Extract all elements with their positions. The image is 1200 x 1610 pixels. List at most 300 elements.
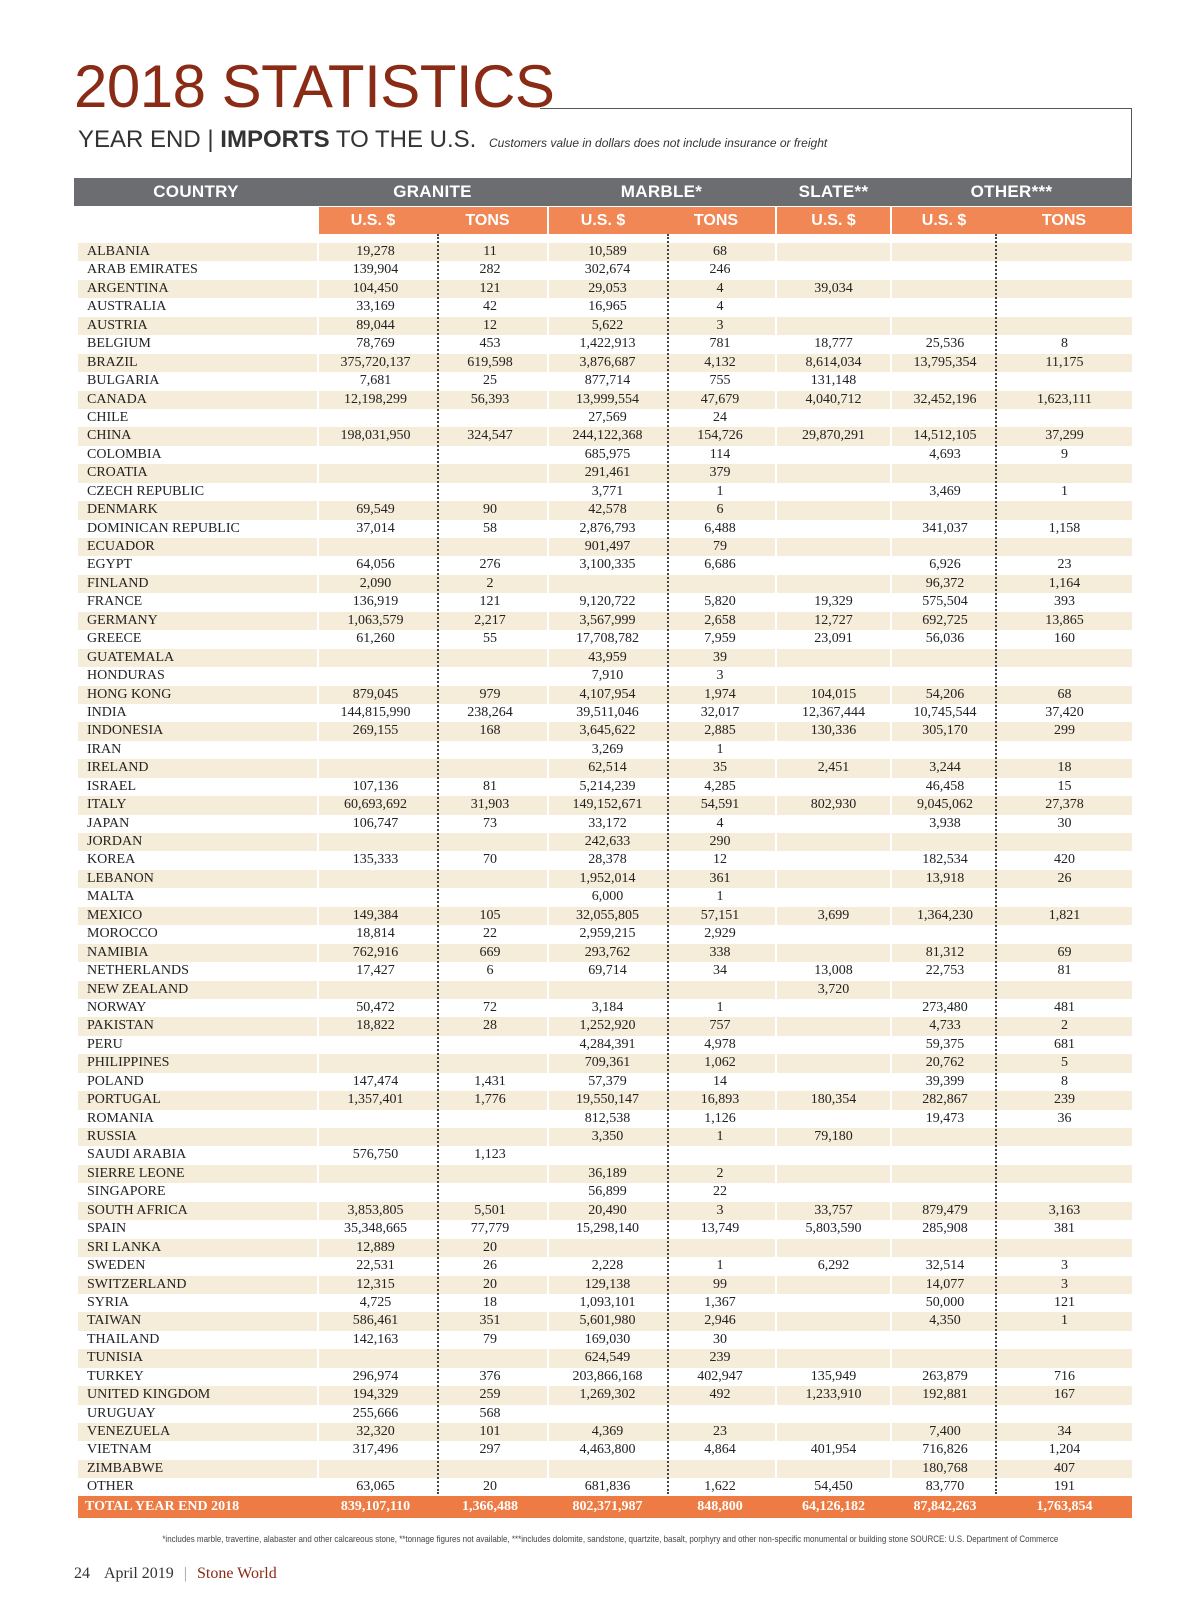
marble-usd: 3,567,999 — [579, 612, 636, 628]
other-tons: 34 — [1057, 1424, 1072, 1439]
other-usd: 46,458 — [925, 778, 965, 794]
marble-usd: 27,569 — [588, 409, 627, 425]
table-row — [78, 686, 1132, 704]
other-usd: 180,768 — [922, 1460, 968, 1476]
granite-usd: 198,031,950 — [340, 428, 411, 444]
country-name: NEW ZEALAND — [87, 981, 189, 997]
marble-tons-header: TONS — [693, 212, 739, 229]
other-tons: 13,865 — [1045, 612, 1084, 628]
country-name: KOREA — [87, 852, 136, 868]
footer-separator: | — [183, 1565, 187, 1582]
country-name: PAKISTAN — [87, 1018, 154, 1034]
table-row — [78, 556, 1132, 574]
table-row — [78, 612, 1132, 630]
table-row — [78, 962, 1132, 980]
slate-usd: 4,040,712 — [805, 391, 862, 407]
table-row — [78, 1460, 1132, 1478]
granite-tons: 77,779 — [470, 1221, 510, 1237]
marble-usd: 5,601,980 — [579, 1313, 636, 1329]
other-tons: 1,623,111 — [1037, 391, 1092, 407]
granite-usd: 17,427 — [356, 963, 395, 979]
table-row — [78, 1478, 1132, 1496]
marble-usd: 1,269,302 — [579, 1387, 636, 1403]
other-usd: 32,514 — [925, 1258, 965, 1274]
marble-usd: 57,379 — [588, 1073, 627, 1089]
table-row — [78, 446, 1132, 464]
table-row — [78, 1036, 1132, 1054]
table-row — [78, 464, 1132, 482]
country-name: AUSTRIA — [87, 317, 148, 333]
marble-usd: 7,910 — [591, 668, 624, 684]
other-usd: 50,000 — [925, 1294, 965, 1310]
table-row — [78, 1110, 1132, 1128]
granite-tons: 18 — [483, 1294, 497, 1310]
marble-usd: 29,053 — [588, 280, 627, 296]
granite-tons: 324,547 — [467, 428, 513, 444]
other-usd: 305,170 — [922, 723, 968, 739]
other-tons: 1,164 — [1048, 575, 1081, 591]
marble-tons: 4 — [716, 280, 724, 296]
marble-usd: 624,549 — [584, 1350, 631, 1366]
marble-tons: 1,622 — [704, 1479, 736, 1495]
marble-usd: 69,714 — [588, 963, 627, 979]
country-name: CHILE — [87, 409, 129, 425]
granite-usd: 63,065 — [356, 1479, 395, 1495]
marble-tons: 1,126 — [704, 1110, 736, 1126]
granite-tons: 55 — [483, 631, 497, 647]
marble-tons: 2,946 — [704, 1313, 736, 1329]
granite-usd: 586,461 — [352, 1313, 399, 1329]
marble-usd: 16,965 — [588, 299, 627, 315]
other-tons: 393 — [1054, 594, 1075, 610]
slate-usd: 130,336 — [810, 723, 857, 739]
granite-usd: 142,163 — [352, 1331, 399, 1347]
table-row — [78, 354, 1132, 372]
other-usd: 83,770 — [925, 1479, 965, 1495]
table-row — [78, 335, 1132, 353]
subtitle-imports: IMPORTS — [220, 126, 330, 153]
marble-usd: 39,511,046 — [576, 704, 639, 720]
table-row — [78, 1276, 1132, 1294]
country-name: RUSSIA — [87, 1129, 137, 1144]
granite-tons: 1,431 — [474, 1073, 506, 1089]
other-tons: 27,378 — [1045, 797, 1084, 813]
marble-tons: 23 — [713, 1424, 727, 1439]
marble-tons: 492 — [709, 1387, 731, 1403]
granite-tons: 6 — [486, 963, 494, 979]
table-row — [78, 427, 1132, 445]
country-name: ARAB EMIRATES — [87, 262, 198, 278]
other-tons: 420 — [1054, 852, 1075, 868]
slate-usd: 19,329 — [814, 594, 853, 610]
title-rule — [540, 108, 1132, 109]
table-row — [78, 501, 1132, 519]
granite-tons: 276 — [479, 557, 501, 573]
granite-usd: 1,063,579 — [347, 612, 404, 628]
marble-tons: 1,367 — [704, 1294, 736, 1310]
marble-usd: 20,490 — [588, 1202, 627, 1218]
marble-tons: 6 — [716, 502, 724, 518]
granite-tons: 58 — [483, 520, 497, 536]
header-marble: MARBLE* — [620, 182, 703, 201]
granite-tons: 168 — [479, 723, 501, 739]
slate-usd: 180,354 — [810, 1092, 857, 1108]
country-name: TURKEY — [87, 1368, 144, 1384]
marble-usd: 1,952,014 — [579, 870, 636, 886]
other-tons: 26 — [1057, 870, 1072, 886]
marble-tons: 2,929 — [704, 926, 736, 942]
other-tons: 407 — [1054, 1460, 1075, 1476]
marble-tons: 1 — [716, 889, 724, 905]
table-row — [78, 851, 1132, 869]
table-row — [78, 870, 1132, 888]
country-name: ITALY — [87, 797, 127, 813]
marble-tons: 24 — [713, 409, 727, 425]
other-tons: 36 — [1057, 1110, 1072, 1126]
granite-usd: 4,725 — [359, 1294, 392, 1310]
table-row — [78, 630, 1132, 648]
granite-tons: 72 — [483, 999, 497, 1015]
table-row — [78, 409, 1132, 427]
other-usd: 56,036 — [925, 631, 965, 647]
granite-usd: 147,474 — [352, 1073, 399, 1089]
country-name: SAUDI ARABIA — [87, 1147, 187, 1163]
marble-tons: 1 — [716, 999, 724, 1015]
other-tons: 191 — [1054, 1479, 1075, 1495]
table-row — [78, 1368, 1132, 1386]
granite-tons: 669 — [479, 944, 501, 960]
country-name: URUGUAY — [87, 1405, 156, 1421]
subtitle-prefix: YEAR END | — [78, 126, 214, 153]
other-tons: 481 — [1054, 999, 1075, 1015]
country-name: THAILAND — [87, 1331, 160, 1347]
table-row — [78, 833, 1132, 851]
granite-usd-header: U.S. $ — [350, 212, 396, 229]
granite-subheader — [318, 207, 547, 234]
slate-usd: 18,777 — [814, 336, 853, 352]
other-tons: 81 — [1057, 963, 1072, 979]
country-name: AUSTRALIA — [87, 299, 167, 315]
marble-usd: 1,093,101 — [579, 1294, 636, 1310]
table-row — [78, 667, 1132, 685]
header-granite: GRANITE — [393, 182, 472, 201]
marble-tons: 154,726 — [697, 428, 743, 444]
marble-tons: 35 — [713, 760, 727, 776]
page-title: 2018 STATISTICS — [74, 53, 555, 120]
marble-usd: 3,184 — [591, 999, 624, 1015]
granite-usd: 104,450 — [352, 280, 399, 296]
marble-usd: 901,497 — [584, 539, 631, 554]
granite-tons-header: TONS — [465, 212, 510, 229]
country-name: VENEZUELA — [87, 1424, 171, 1439]
country-name: DENMARK — [87, 502, 158, 518]
table-row — [78, 1054, 1132, 1072]
table-row — [78, 1128, 1132, 1146]
other-tons: 121 — [1054, 1294, 1075, 1310]
table-row — [78, 1405, 1132, 1423]
granite-usd: 18,814 — [356, 926, 395, 942]
granite-tons: 297 — [479, 1442, 501, 1458]
marble-usd: 1,252,920 — [579, 1018, 636, 1034]
marble-usd: 291,461 — [584, 465, 631, 481]
other-usd: 4,693 — [929, 446, 961, 462]
table-row — [78, 593, 1132, 611]
marble-usd: 17,708,782 — [576, 631, 639, 647]
country-name: PERU — [87, 1036, 123, 1052]
marble-tons: 114 — [709, 446, 731, 462]
granite-tons: 90 — [483, 502, 497, 518]
country-name: GERMANY — [87, 612, 158, 628]
marble-tons: 1 — [716, 741, 724, 757]
granite-usd: 255,666 — [352, 1405, 399, 1421]
table-row — [78, 1239, 1132, 1257]
granite-usd: 136,919 — [352, 594, 399, 610]
marble-usd: 2,228 — [591, 1258, 624, 1274]
other-tons: 69 — [1057, 944, 1072, 960]
country-name: INDIA — [87, 704, 127, 720]
other-tons: 681 — [1054, 1036, 1075, 1052]
other-usd: 692,725 — [922, 612, 968, 628]
country-name: EGYPT — [87, 557, 133, 573]
other-usd: 3,469 — [929, 483, 961, 499]
other-tons: 3 — [1061, 1276, 1068, 1292]
granite-tons: 25 — [483, 373, 497, 389]
country-name: SPAIN — [87, 1221, 127, 1237]
other-usd: 6,926 — [929, 557, 961, 573]
country-name: NAMIBIA — [87, 944, 149, 960]
other-usd: 7,400 — [929, 1424, 961, 1439]
marble-tons: 34 — [713, 963, 727, 979]
granite-tons: 453 — [479, 336, 501, 352]
country-name: SWEDEN — [87, 1258, 146, 1274]
marble-tons: 3 — [716, 317, 724, 333]
table-row — [78, 1441, 1132, 1459]
marble-usd: 169,030 — [584, 1331, 631, 1347]
country-name: GREECE — [87, 631, 142, 647]
marble-tons: 12 — [713, 852, 727, 868]
marble-tons: 290 — [709, 834, 731, 849]
granite-usd: 12,315 — [356, 1276, 395, 1292]
marble-usd: 681,836 — [584, 1479, 631, 1495]
granite-usd: 61,260 — [356, 631, 395, 647]
marble-tons: 3 — [716, 1202, 724, 1218]
header-country: COUNTRY — [153, 182, 239, 201]
table-row — [78, 999, 1132, 1017]
granite-tons: 20 — [483, 1239, 497, 1255]
granite-tons: 121 — [479, 280, 501, 296]
slate-usd: 79,180 — [814, 1129, 853, 1144]
other-tons: 2 — [1061, 1018, 1068, 1034]
granite-usd: 135,333 — [352, 852, 399, 868]
marble-usd: 2,876,793 — [579, 520, 636, 536]
granite-usd: 19,278 — [356, 244, 395, 259]
other-tons: 8 — [1061, 336, 1068, 352]
country-name: INDONESIA — [87, 723, 164, 739]
table-row — [78, 741, 1132, 759]
marble-usd: 3,269 — [591, 741, 624, 757]
page-number: 24 — [74, 1565, 90, 1582]
marble-tons: 4,132 — [704, 354, 736, 370]
other-tons: 1 — [1061, 1313, 1068, 1329]
granite-usd: 33,169 — [356, 299, 395, 315]
table-row — [78, 981, 1132, 999]
table-row — [78, 1220, 1132, 1238]
total-granite-tons: 1,366,488 — [462, 1499, 518, 1514]
country-name: ROMANIA — [87, 1110, 154, 1126]
country-name: SRI LANKA — [87, 1239, 162, 1255]
marble-tons: 79 — [713, 539, 727, 554]
marble-usd: 149,152,671 — [572, 797, 643, 813]
granite-tons: 568 — [479, 1405, 501, 1421]
marble-tons: 781 — [709, 336, 731, 352]
marble-usd: 42,578 — [588, 502, 627, 518]
marble-tons: 1,974 — [704, 686, 736, 702]
granite-tons: 619,598 — [467, 354, 513, 370]
marble-tons: 4,864 — [704, 1442, 736, 1458]
marble-usd: 302,674 — [584, 262, 631, 278]
other-tons: 167 — [1054, 1387, 1075, 1403]
country-name: NORWAY — [87, 999, 147, 1015]
country-name: TAIWAN — [87, 1313, 142, 1329]
granite-tons: 282 — [479, 262, 501, 278]
slate-subheader — [777, 207, 890, 234]
marble-tons: 755 — [709, 373, 731, 389]
marble-usd: 10,589 — [588, 244, 627, 259]
marble-usd-header: U.S. $ — [580, 212, 626, 229]
marble-usd: 3,876,687 — [579, 354, 636, 370]
other-usd: 14,512,105 — [913, 428, 977, 444]
table-row — [78, 261, 1132, 279]
marble-tons: 13,749 — [700, 1221, 740, 1237]
granite-usd: 762,916 — [352, 944, 399, 960]
other-usd: 285,908 — [922, 1221, 968, 1237]
table-row — [78, 1091, 1132, 1109]
marble-usd: 3,771 — [591, 483, 624, 499]
other-usd: 96,372 — [925, 575, 965, 591]
table-row — [78, 372, 1132, 390]
table-row — [78, 243, 1132, 261]
other-tons: 8 — [1061, 1073, 1068, 1089]
other-usd: 4,350 — [929, 1313, 961, 1329]
marble-usd: 19,550,147 — [576, 1092, 639, 1108]
granite-usd: 194,329 — [352, 1387, 399, 1403]
marble-tons: 1 — [716, 1129, 724, 1144]
table-row — [78, 520, 1132, 538]
table-row — [78, 1165, 1132, 1183]
slate-usd: 8,614,034 — [805, 354, 862, 370]
marble-usd: 15,298,140 — [576, 1221, 639, 1237]
table-row — [78, 1146, 1132, 1164]
slate-usd: 135,949 — [810, 1368, 857, 1384]
country-name: HONG KONG — [87, 686, 172, 702]
marble-tons: 2,658 — [704, 612, 736, 628]
marble-usd: 4,463,800 — [579, 1442, 636, 1458]
table-row — [78, 778, 1132, 796]
marble-usd: 56,899 — [588, 1184, 627, 1200]
other-tons: 68 — [1057, 686, 1072, 702]
marble-tons: 7,959 — [704, 631, 736, 647]
marble-tons: 39 — [713, 649, 727, 665]
other-usd: 25,536 — [925, 336, 965, 352]
total-granite-usd: 839,107,110 — [340, 1499, 411, 1514]
marble-usd: 5,622 — [591, 317, 624, 333]
total-other-usd: 87,842,263 — [913, 1499, 977, 1514]
page-footer — [74, 1565, 277, 1583]
granite-usd: 317,496 — [352, 1442, 399, 1458]
column-divider — [547, 207, 549, 1519]
slate-usd: 3,720 — [817, 981, 850, 997]
table-row — [78, 1423, 1132, 1441]
marble-usd: 28,378 — [588, 852, 627, 868]
granite-usd: 879,045 — [352, 686, 399, 702]
marble-usd: 877,714 — [584, 373, 631, 389]
other-usd: 54,206 — [925, 686, 965, 702]
other-usd: 4,733 — [929, 1018, 961, 1034]
other-tons-header: TONS — [1041, 212, 1087, 229]
other-usd: 9,045,062 — [917, 797, 973, 813]
table-row — [78, 1349, 1132, 1367]
granite-tons: 101 — [479, 1424, 501, 1439]
slate-usd: 401,954 — [810, 1442, 857, 1458]
granite-usd: 12,198,299 — [344, 391, 407, 407]
marble-tons: 338 — [709, 944, 731, 960]
title-rule-corner — [1131, 108, 1132, 178]
granite-usd: 64,056 — [356, 557, 395, 573]
granite-tons: 259 — [479, 1387, 501, 1403]
country-name: MEXICO — [87, 907, 143, 923]
marble-tons: 2 — [716, 1165, 724, 1181]
granite-usd: 1,357,401 — [347, 1092, 404, 1108]
other-usd: 32,452,196 — [913, 391, 977, 407]
table-row — [78, 759, 1132, 777]
table-row — [78, 1257, 1132, 1275]
table-row — [78, 1183, 1132, 1201]
other-tons: 37,420 — [1045, 704, 1084, 720]
granite-tons: 28 — [483, 1018, 497, 1034]
other-tons: 239 — [1054, 1092, 1075, 1108]
marble-tons: 4,978 — [704, 1036, 736, 1052]
table-row — [78, 1331, 1132, 1349]
other-tons: 37,299 — [1045, 428, 1084, 444]
dotted-divider — [437, 234, 439, 1494]
slate-usd: 23,091 — [814, 631, 853, 647]
granite-usd: 269,155 — [352, 723, 399, 739]
slate-usd: 54,450 — [814, 1479, 853, 1495]
other-usd: 13,918 — [925, 870, 965, 886]
granite-usd: 60,693,692 — [344, 797, 407, 813]
dotted-divider — [995, 234, 997, 1494]
other-tons: 3,163 — [1048, 1202, 1081, 1218]
country-name: ARGENTINA — [87, 280, 169, 296]
slate-usd: 5,803,590 — [805, 1221, 862, 1237]
subtitle-note: Customers value in dollars does not include insurance or freight — [489, 136, 828, 150]
marble-tons: 99 — [713, 1276, 727, 1292]
marble-tons: 1,062 — [704, 1055, 736, 1071]
slate-usd: 39,034 — [814, 280, 853, 296]
country-name: SWITZERLAND — [87, 1276, 187, 1292]
granite-usd: 18,822 — [356, 1018, 395, 1034]
other-subheader — [892, 207, 1132, 234]
marble-tons: 379 — [709, 465, 731, 481]
marble-tons: 1 — [716, 483, 724, 499]
slate-usd: 12,727 — [814, 612, 853, 628]
column-divider — [775, 207, 777, 1519]
marble-tons: 16,893 — [700, 1092, 740, 1108]
granite-tons: 81 — [483, 778, 497, 794]
country-name: CZECH REPUBLIC — [87, 483, 205, 499]
marble-usd: 1,422,913 — [579, 336, 636, 352]
other-tons: 1,158 — [1048, 520, 1081, 536]
